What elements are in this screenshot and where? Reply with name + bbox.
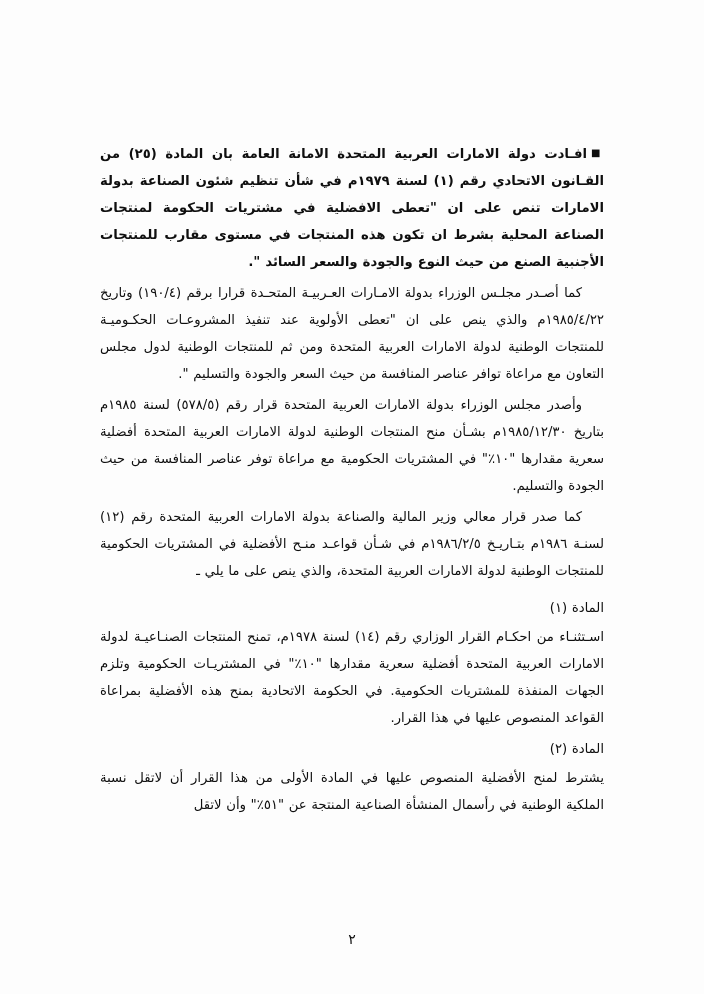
page-number: ٢: [348, 932, 356, 948]
paragraph-block-cabinet-578: [100, 392, 604, 500]
paragraph-intro-text: افـادت دولة الامارات العربية المتحدة الامانة العامة بان المادة (٢٥) من القـانون الاتحادي رقم (١) لسنة ١٩٧٩م في شأن تنظيم شئون الصناعة بدولة الامارات تنص على ان "تعطى الافضلية في مشتريات الحكومة لمنتجات الصناعة المحلية بشرط ان تكون هذه المنتجات في مستوى مقارب للمنتجات الأجنبية الصنع من حيث النوع والجودة والسعر السائد ".: [100, 147, 605, 270]
article-2-text: يشترط لمنح الأفضلية المنصوص عليها في المادة الأولى من هذا القرار أن لاتقل نسبة الملكية الوطنية في رأسمال المنشأة الصناعية المنتجة عن "٥١٪" وأن لاتقل: [100, 771, 604, 813]
paragraph-intro: [100, 140, 604, 276]
article-1-text: اسـتثنـاء من احكـام القرار الوزاري رقم (١٤) لسنة ١٩٧٨م، تمنح المنتجات الصنـاعيـة لدولة الامارات العربية المتحدة أفضلية سعرية مقدارها "١٠٪" في المشتريـات الحكومية وتلزم الجهات المنفذة للمشتريات الحكومية. في الحكومة الاتحادية بمنح هذه الأفضلية بمراعاة القواعد المنصوص عليها في هذا القرار.: [100, 630, 604, 726]
paragraph-cabinet-190: كما أصـدر مجلـس الوزراء بدولة الامـارات العـربيـة المتحـدة قرارا برقم (١٩٠/٤) وتاريخ ١٩٨٥/٤/٢٢م والذي ينص على ان "تعطى الأولوية عند تنفيذ المشروعـات الحكـوميـة للمنتجات الوطنية لدولة الامارات العربية المتحدة ومن ثم للمنتجات الوطنية لدول مجلس التعاون مع مراعاة توافر عناصر المنافسة من حيث السعر والجودة والتسليم ".: [100, 286, 604, 382]
article-2-heading: المادة (٢): [549, 742, 604, 757]
paragraph-minister-12: كما صدر قرار معالي وزير المالية والصناعة بدولة الامارات العربية المتحدة رقم (١٢) لسنـة ١٩٨٦م بتـاريـخ ١٩٨٦/٢/٥م في شـأن قواعـد منـح الأفضلية في المشتريات الحكومية للمنتجات الوطنية لدولة الامارات العربية المتحدة، والذي ينص على ما يلي ـ: [100, 510, 604, 579]
paragraph-block-minister-12: [100, 504, 604, 585]
paragraph-cabinet-578: وأصدر مجلس الوزراء بدولة الامارات العربية المتحدة قرار رقم (٥٧٨/٥) لسنة ١٩٨٥م بتاريخ ١٩٨٥/١٢/٣٠م بشـأن منح المنتجات الوطنية لدولة الامارات العربية المتحدة أفضلية سعرية مقدارها "١٠٪" في المشتريات الحكومية مع مراعاة توفر عناصر المنافسة من حيث الجودة والتسليم.: [100, 398, 605, 494]
article-1-heading: المادة (١): [549, 601, 604, 616]
paragraph-block-intro: [100, 140, 604, 276]
bullet-icon: ■: [591, 148, 605, 159]
article-1-block: [100, 595, 604, 732]
paragraph-block-cabinet-190: [100, 280, 604, 388]
article-2-block: [100, 736, 604, 819]
page-content: [100, 140, 604, 823]
